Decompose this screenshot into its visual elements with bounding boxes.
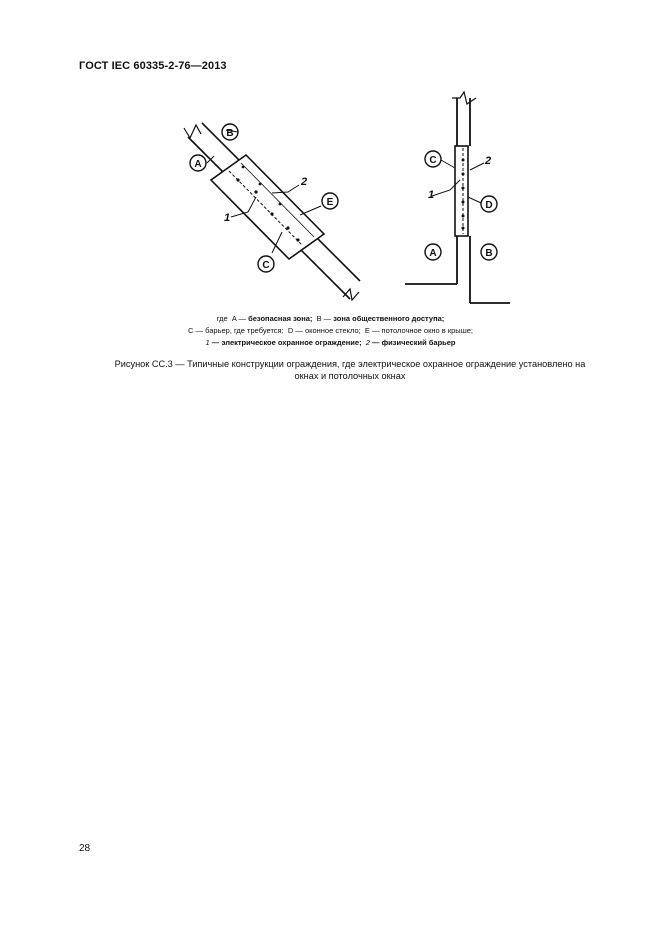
- label-c-right: C: [429, 155, 437, 166]
- label-2-left: 2: [301, 176, 308, 188]
- page-number: 28: [79, 843, 91, 854]
- label-b-right: B: [485, 248, 493, 259]
- label-1-left: 1: [224, 212, 231, 224]
- label-e: E: [326, 197, 334, 208]
- fence-diagram: [0, 0, 661, 320]
- legend-line-2: C — барьер, где требуется; D — оконное стекло; E — потолочное окно в крыше;: [188, 326, 473, 335]
- legend-line-1: где A — безопасная зона; B — зона общественного доступа;: [216, 314, 445, 323]
- label-a-left: A: [194, 159, 202, 170]
- label-1-right: 1: [428, 189, 435, 201]
- label-a-right: A: [429, 248, 437, 259]
- label-b-left: B: [226, 128, 234, 139]
- caption-line-1: Рисунок CC.3 — Типичные конструкции ограждения, где электрическое охранное ограждение установлено на: [114, 359, 586, 369]
- legend-line-3: 1 — электрическое охранное ограждение; 2 — физический барьер: [205, 338, 456, 347]
- figure-caption: [80, 358, 620, 382]
- skylight-diagram: [184, 123, 360, 300]
- label-2-right: 2: [485, 155, 492, 167]
- label-c-left: C: [262, 260, 270, 271]
- figure-legend: [0, 313, 661, 349]
- label-d: D: [485, 200, 493, 211]
- standard-header: ГОСТ IEC 60335-2-76—2013: [79, 60, 227, 72]
- window-diagram: [405, 92, 510, 303]
- caption-line-2: окнах и потолочных окнах: [294, 371, 406, 381]
